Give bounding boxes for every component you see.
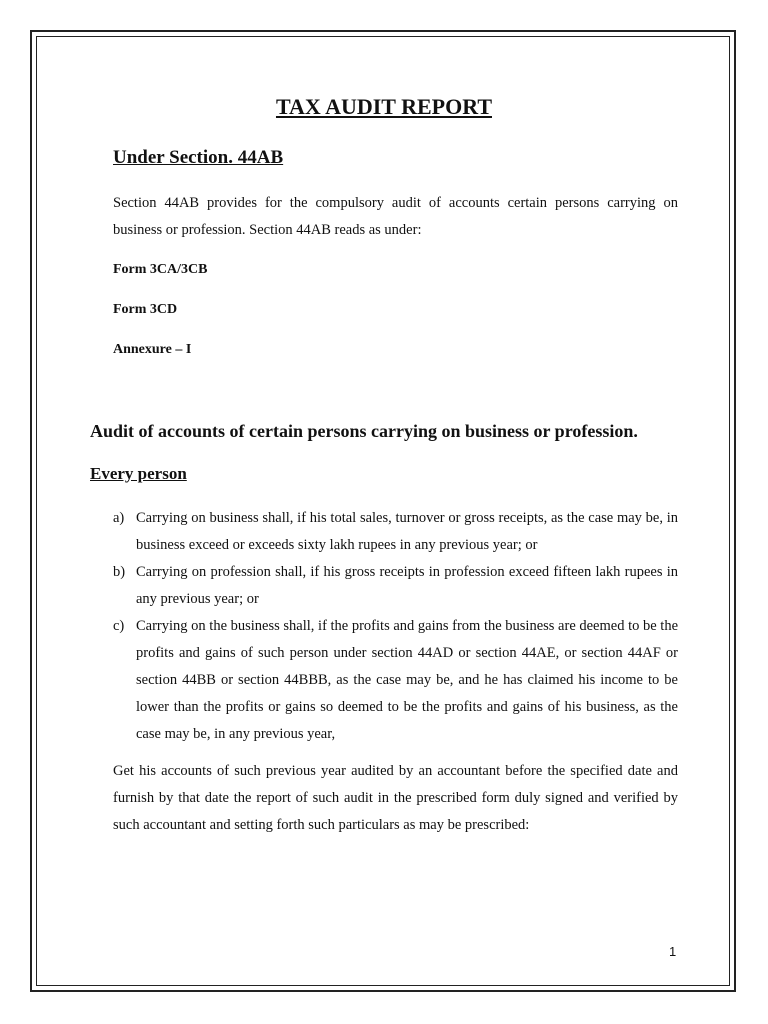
form-label-annexure: Annexure – I [113,342,192,357]
list-item-text: Carrying on the business shall, if the profits and gains from the business are deemed to be the profits and gains of such person under section 44AD or section 44AE, or section 44AF or section 44BB or section 44BBB, as the case may be, and he has claimed his income to be lower than the profits or gains so deemed to be the profits and gains of his business, as the case may be, in any previous year, [136,618,679,742]
list-marker: c) [113,618,125,634]
audit-heading: Audit of accounts of certain persons carrying on business or profession. [90,421,638,441]
closing-paragraph: Get his accounts of such previous year audited by an accountant before the specified date and furnish by that date the report of such audit in the prescribed form duly signed and verified by such accountant and setting forth such particulars as may be prescribed: [113,763,678,833]
form-label-3cd: Form 3CD [113,302,178,317]
list-item [113,559,678,613]
list-item [113,613,678,748]
document-title: TAX AUDIT REPORT [275,94,492,119]
intro-paragraph: Section 44AB provides for the compulsory audit of accounts certain persons carrying on business or profession. Section 44AB reads as under: [113,195,678,238]
list-marker: a) [113,510,125,526]
form-label-3ca-3cb: Form 3CA/3CB [113,262,208,277]
conditions-list [113,505,678,748]
list-marker: b) [113,564,126,580]
list-item-text: Carrying on profession shall, if his gross receipts in profession exceed fifteen lakh rupees in any previous year; or [136,564,678,607]
list-item-text: Carrying on business shall, if his total sales, turnover or gross receipts, as the case may be, in business exceed or exceeds sixty lakh rupees in any previous year; or [136,510,678,553]
section-heading: Under Section. 44AB [113,147,284,168]
every-person-heading: Every person [90,464,187,483]
page-number: 1 [669,944,677,959]
list-item [113,505,678,559]
